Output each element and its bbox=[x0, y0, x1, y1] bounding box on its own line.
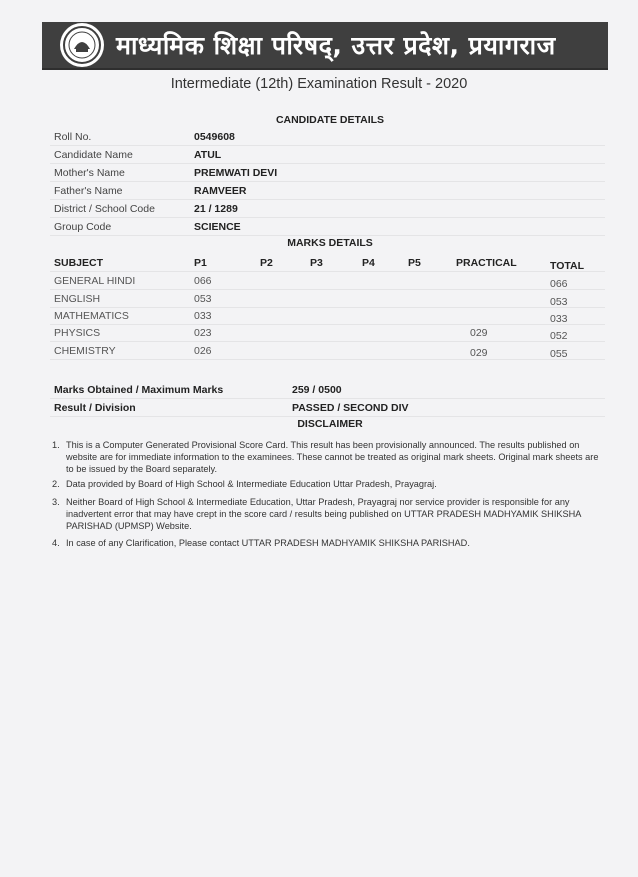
field-district-school-code bbox=[50, 200, 605, 218]
table-row bbox=[50, 324, 605, 342]
total-marks: 055 bbox=[550, 348, 568, 360]
candidate-details-heading: CANDIDATE DETAILS bbox=[275, 114, 385, 126]
col-p5: P5 bbox=[408, 257, 421, 269]
table-row bbox=[50, 342, 605, 360]
field-label: Candidate Name bbox=[54, 149, 133, 161]
field-value: 21 / 1289 bbox=[194, 203, 238, 215]
marks-obtained-row bbox=[50, 381, 605, 399]
table-row bbox=[50, 307, 605, 325]
item-number: 1. bbox=[52, 440, 60, 450]
item-text: In case of any Clarification, Please contact UTTAR PRADESH MADHYAMIK SHIKSHA PARISHAD. bbox=[66, 538, 470, 548]
practical-marks: 029 bbox=[470, 347, 488, 359]
col-practical: PRACTICAL bbox=[456, 257, 517, 269]
header-banner bbox=[42, 22, 608, 70]
item-number: 2. bbox=[52, 479, 60, 489]
field-value: PREMWATI DEVI bbox=[194, 167, 278, 179]
marks-obtained-label: Marks Obtained / Maximum Marks bbox=[54, 384, 224, 396]
col-total: TOTAL bbox=[550, 260, 585, 272]
subject-name: PHYSICS bbox=[54, 327, 101, 339]
subject-name: ENGLISH bbox=[54, 293, 101, 305]
field-value: ATUL bbox=[194, 149, 222, 161]
table-row bbox=[50, 272, 605, 290]
subject-name: GENERAL HINDI bbox=[54, 275, 136, 287]
field-mother-name bbox=[50, 164, 605, 182]
item-number: 4. bbox=[52, 538, 60, 548]
subject-name: MATHEMATICS bbox=[54, 310, 129, 322]
field-value: SCIENCE bbox=[194, 221, 241, 233]
col-subject: SUBJECT bbox=[54, 257, 104, 269]
p1-marks: 026 bbox=[194, 345, 212, 357]
p1-marks: 023 bbox=[194, 327, 212, 339]
field-candidate-name bbox=[50, 146, 605, 164]
practical-marks: 029 bbox=[470, 327, 488, 339]
field-label: Mother's Name bbox=[54, 167, 125, 179]
field-label: Group Code bbox=[54, 221, 112, 233]
exam-title: Intermediate (12th) Examination Result - 2020 bbox=[170, 76, 468, 92]
field-label: Roll No. bbox=[54, 131, 92, 143]
marks-obtained-value: 259 / 0500 bbox=[292, 384, 342, 396]
emblem-logo bbox=[60, 23, 104, 67]
p1-marks: 066 bbox=[194, 275, 212, 287]
disclaimer-item bbox=[52, 439, 607, 476]
field-label: District / School Code bbox=[54, 203, 155, 215]
p1-marks: 053 bbox=[194, 293, 212, 305]
subject-name: CHEMISTRY bbox=[54, 345, 116, 357]
marks-header-row bbox=[50, 254, 605, 272]
total-marks: 053 bbox=[550, 296, 568, 308]
field-value: RAMVEER bbox=[194, 185, 247, 197]
result-value: PASSED / SECOND DIV bbox=[292, 402, 409, 414]
field-father-name bbox=[50, 182, 605, 200]
field-value: 0549608 bbox=[194, 131, 235, 143]
p1-marks: 033 bbox=[194, 310, 212, 322]
result-row bbox=[50, 399, 605, 417]
field-label: Father's Name bbox=[54, 185, 123, 197]
col-p4: P4 bbox=[362, 257, 375, 269]
total-marks: 033 bbox=[550, 313, 568, 325]
disclaimer-heading: DISCLAIMER bbox=[297, 418, 363, 430]
total-marks: 066 bbox=[550, 278, 568, 290]
col-p1: P1 bbox=[194, 257, 207, 269]
item-text: Data provided by Board of High School & Intermediate Education Uttar Pradesh, Prayagraj. bbox=[66, 479, 437, 489]
disclaimer-item bbox=[52, 537, 607, 549]
disclaimer-item bbox=[52, 496, 607, 533]
board-title: माध्यमिक शिक्षा परिषद्, उत्तर प्रदेश, प्रयागराज bbox=[116, 31, 556, 60]
total-marks: 052 bbox=[550, 330, 568, 342]
result-label: Result / Division bbox=[54, 402, 136, 414]
item-number: 3. bbox=[52, 497, 60, 507]
disclaimer-item bbox=[52, 478, 607, 490]
marks-details-heading: MARKS DETAILS bbox=[287, 237, 373, 249]
table-row bbox=[50, 290, 605, 308]
field-roll-no bbox=[50, 128, 605, 146]
col-p2: P2 bbox=[260, 257, 273, 269]
field-group-code bbox=[50, 218, 605, 236]
item-text: Neither Board of High School & Intermediate Education, Uttar Pradesh, Prayagraj nor service provider is responsible for any inadvertent error that may have crept in the score card / results being published on UTTAR PRADESH MADHYAMIK SHIKSHA PARISHAD (UPMSP) Website. bbox=[66, 497, 581, 532]
col-p3: P3 bbox=[310, 257, 323, 269]
item-text: This is a Computer Generated Provisional Score Card. This result has been provisionally announced. The results published on website are for immediate information to the examinees. These cannot be treated as original mark sheets. Original mark sheets are to be issued by the Board separately. bbox=[66, 440, 599, 475]
